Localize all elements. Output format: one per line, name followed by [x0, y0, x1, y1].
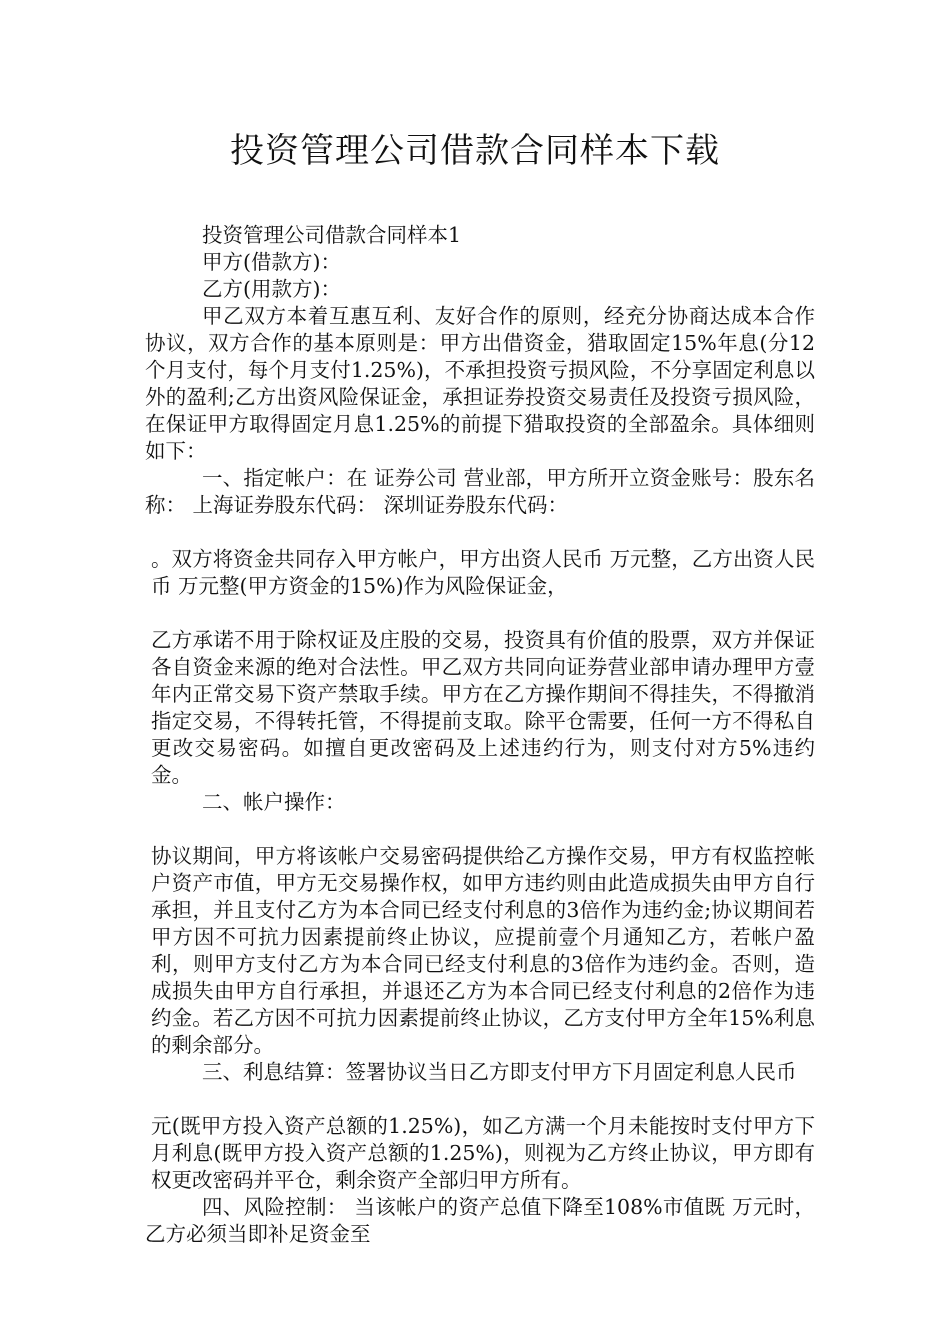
section-2-heading: 二、帐户操作：	[202, 790, 346, 814]
section-2-paragraph-1: 协议期间，甲方将该帐户交易密码提供给乙方操作交易，甲方有权监控帐户资产市值，甲方无交易操作权，如甲方违约则由此造成损失由甲方自行承担，并且支付乙方为本合同已经支付利息的3倍作为违约金;协议期间若甲方因不可抗力因素提前终止协议，应提前壹个月通知乙方，若帐户盈利，则甲方支付乙方为本合同已经支付利息的3倍作为违约金。否则，造成损失由甲方自行承担，并退还乙方为本合同已经支付利息的2倍作为违约金。若乙方因不可抗力因素提前终止协议，乙方支付甲方全年15%利息的剩余部分。	[151, 844, 815, 1057]
blank-line	[145, 600, 815, 627]
party-b-line: 乙方(用款方)：	[202, 277, 341, 301]
intro-paragraph: 甲乙双方本着互惠互利、友好合作的原则，经充分协商达成本合作协议，双方合作的基本原则是：甲方出借资金，猎取固定15%年息(分12个月支付，每个月支付1.25%)，不承担投资亏损风险，不分享固定利息以外的盈利;乙方出资风险保证金，承担证券投资交易责任及投资亏损风险，在保证甲方取得固定月息1.25%的前提下猎取投资的全部盈余。具体细则如下：	[145, 304, 815, 463]
section-1-paragraph-2: 乙方承诺不用于除权证及庄股的交易，投资具有价值的股票，双方并保证各自资金来源的绝对合法性。甲乙双方共同向证券营业部申请办理甲方壹年内正常交易下资产禁取手续。甲方在乙方操作期间不得挂失，不得撤消指定交易，不得转托管，不得提前支取。除平仓需要，任何一方不得私自更改交易密码。如擅自更改密码及上述违约行为，则支付对方5%违约金。	[151, 628, 815, 787]
blank-line	[145, 816, 815, 843]
blank-line	[145, 1086, 815, 1113]
document-title: 投资管理公司借款合同样本下载	[230, 131, 720, 171]
blank-line	[145, 519, 815, 546]
section-3-paragraph-1: 元(既甲方投入资产总额的1.25%)，如乙方满一个月未能按时支付甲方下月利息(既甲方投入资产总额的1.25%)，则视为乙方终止协议，甲方即有权更改密码并平仓，剩余资产全部归甲方所有。	[151, 1114, 815, 1192]
document-body	[145, 222, 815, 1248]
section-1-heading: 一、指定帐户：在 证券公司 营业部，甲方所开立资金账号：股东名称： 上海证券股东代码： 深圳证券股东代码：	[145, 466, 815, 517]
contract-subtitle: 投资管理公司借款合同样本1	[202, 223, 462, 247]
section-4-heading: 四、风险控制： 当该帐户的资产总值下降至108%市值既 万元时，乙方必须当即补足资金至	[145, 1195, 815, 1246]
section-3-heading: 三、利息结算：签署协议当日乙方即支付甲方下月固定利息人民币	[202, 1060, 797, 1084]
party-a-line: 甲方(借款方)：	[202, 250, 341, 274]
section-1-paragraph-1: 。双方将资金共同存入甲方帐户，甲方出资人民币 万元整，乙方出资人民币 万元整(甲方资金的15%)作为风险保证金，	[151, 547, 815, 598]
